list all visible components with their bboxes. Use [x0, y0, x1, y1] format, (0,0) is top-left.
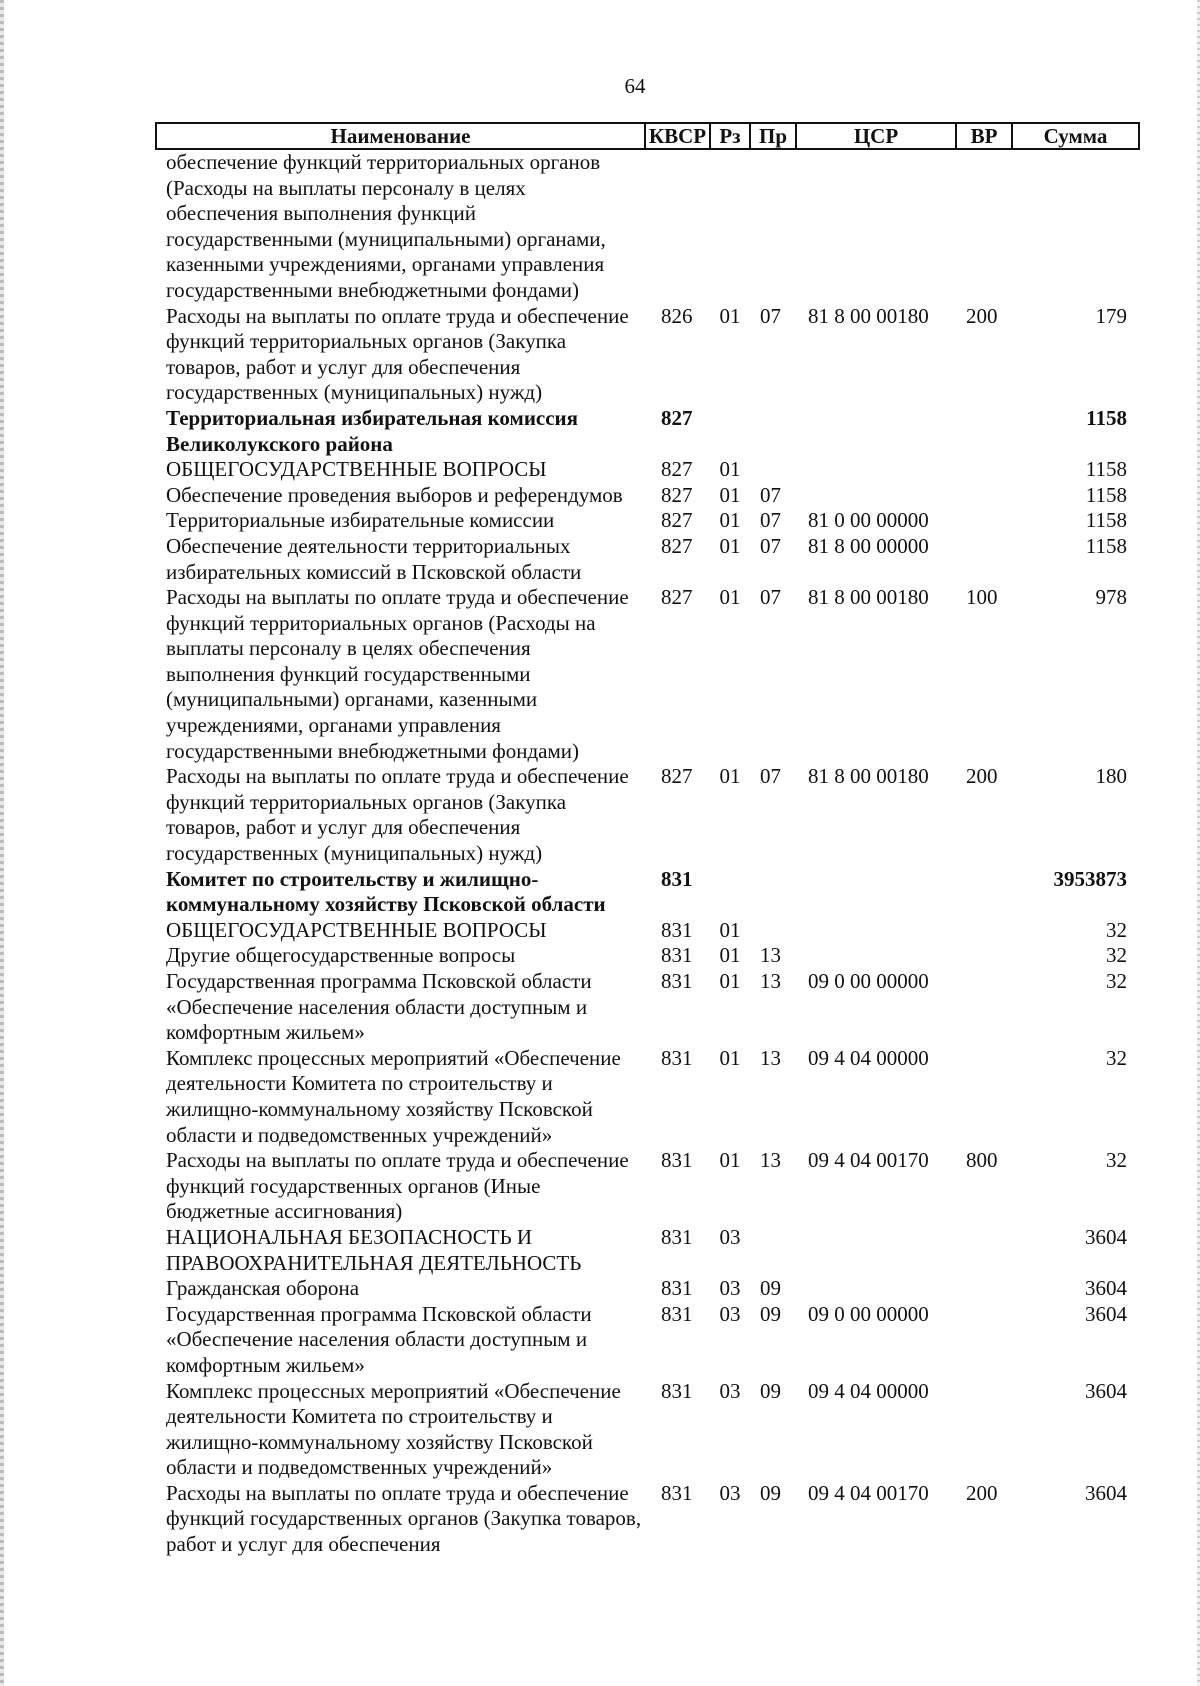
cell-kvsr: 827 — [661, 405, 693, 430]
cell-pr: 07 — [760, 482, 781, 507]
cell-kvsr: 827 — [661, 457, 693, 482]
scan-edge-left — [0, 0, 4, 1686]
cell-kvsr: 827 — [661, 508, 693, 533]
cell-sum: 3604 — [1085, 1480, 1127, 1505]
cell-pr: 07 — [760, 585, 781, 610]
cell-csr: 09 4 04 00000 — [808, 1378, 929, 1403]
cell-kvsr: 827 — [661, 764, 693, 789]
cell-rz: 01 — [719, 585, 741, 610]
table-row — [156, 1481, 1139, 1558]
table-row — [156, 1379, 1139, 1481]
header-pr: Пр — [750, 123, 796, 149]
cell-kvsr: 831 — [661, 866, 693, 891]
cell-vr — [956, 483, 1012, 509]
cell-vr — [956, 508, 1012, 534]
table-row — [156, 149, 1139, 304]
cell-vr: 800 — [966, 1148, 998, 1173]
header-vr: ВР — [956, 123, 1012, 149]
cell-sum: 32 — [1106, 917, 1127, 942]
cell-csr: 09 4 04 00000 — [808, 1045, 929, 1070]
cell-sum: 978 — [1095, 585, 1127, 610]
cell-name: обеспечение функций территориальных органов (Расходы на выплаты персоналу в целях обеспечения выполнения функций государственными (муниципальными) органами, казенными учреждениями, органами управления государственными внебюджетными фондами) — [166, 150, 606, 302]
cell-kvsr: 831 — [661, 1276, 693, 1301]
cell-rz: 03 — [719, 1224, 741, 1249]
cell-name: Расходы на выплаты по оплате труда и обеспечение функций территориальных органов (Закупка товаров, работ и услуг для обеспечения государственных (муниципальных) нужд) — [166, 764, 629, 866]
budget-table — [155, 122, 1140, 1558]
table-row — [156, 867, 1139, 918]
cell-sum: 1158 — [1085, 457, 1127, 482]
table-row — [156, 969, 1139, 1046]
cell-sum: 1158 — [1086, 405, 1127, 430]
table-body — [156, 149, 1139, 1558]
cell-sum: 179 — [1095, 303, 1127, 328]
table-row — [156, 1046, 1139, 1148]
table-row — [156, 1276, 1139, 1302]
cell-name: Расходы на выплаты по оплате труда и обеспечение функций государственных органов (Иные бюджетные ассигнования) — [166, 1148, 629, 1224]
cell-vr — [956, 1276, 1012, 1302]
cell-csr: 81 8 00 00180 — [808, 303, 929, 328]
cell-vr: 200 — [966, 303, 998, 328]
cell-kvsr: 827 — [661, 482, 693, 507]
header-sum: Сумма — [1012, 123, 1139, 149]
cell-pr: 07 — [760, 533, 781, 558]
cell-rz: 03 — [719, 1480, 741, 1505]
cell-csr — [796, 867, 956, 918]
cell-name: Другие общегосударственные вопросы — [166, 943, 516, 968]
cell-name: Расходы на выплаты по оплате труда и обеспечение функций территориальных органов (Закупка товаров, работ и услуг для обеспечения государственных (муниципальных) нужд) — [166, 303, 629, 405]
cell-pr: 13 — [760, 969, 781, 993]
cell-kvsr: 826 — [661, 303, 693, 328]
cell-vr — [956, 149, 1012, 304]
cell-csr — [796, 483, 956, 509]
cell-name: Комитет по строительству и жилищно-коммунальному хозяйству Псковской области — [166, 866, 606, 917]
cell-pr: 09 — [760, 1276, 781, 1301]
cell-name: Обеспечение деятельности территориальных избирательных комиссий в Псковской области — [166, 533, 582, 584]
header-name: Наименование — [156, 123, 645, 149]
cell-name: ОБЩЕГОСУДАРСТВЕННЫЕ ВОПРОСЫ — [166, 457, 547, 482]
cell-name: ОБЩЕГОСУДАРСТВЕННЫЕ ВОПРОСЫ — [166, 917, 547, 942]
table-row — [156, 943, 1139, 969]
cell-kvsr: 831 — [661, 917, 693, 942]
cell-rz: 01 — [719, 1045, 741, 1070]
cell-kvsr: 831 — [661, 969, 693, 993]
cell-rz: 01 — [719, 1148, 741, 1173]
cell-pr: 13 — [760, 943, 781, 968]
cell-pr — [750, 918, 796, 944]
cell-pr — [750, 149, 796, 304]
cell-rz: 01 — [719, 508, 741, 533]
cell-pr — [750, 406, 796, 457]
cell-rz: 01 — [719, 969, 741, 993]
cell-kvsr: 831 — [661, 1224, 693, 1249]
cell-name: Территориальные избирательные комиссии — [166, 508, 555, 533]
table-row — [156, 1302, 1139, 1379]
table-row — [156, 585, 1139, 764]
table-row — [156, 483, 1139, 509]
cell-sum: 3604 — [1085, 1276, 1127, 1301]
cell-pr: 07 — [760, 508, 781, 533]
cell-name: Комплекс процессных мероприятий «Обеспечение деятельности Комитета по строительству и жилищно-коммунальному хозяйству Псковской области и подведомственных учреждений» — [166, 1045, 621, 1147]
cell-sum: 3604 — [1085, 1301, 1127, 1326]
cell-pr: 07 — [760, 303, 781, 328]
cell-vr — [956, 406, 1012, 457]
cell-csr — [796, 1225, 956, 1276]
cell-kvsr: 831 — [661, 1378, 693, 1403]
cell-pr — [750, 457, 796, 483]
cell-kvsr: 827 — [661, 533, 693, 558]
cell-kvsr: 831 — [661, 1301, 693, 1326]
cell-rz: 01 — [719, 917, 741, 942]
header-kvsr: КВСР — [645, 123, 710, 149]
cell-sum: 3604 — [1085, 1378, 1127, 1403]
table-row — [156, 406, 1139, 457]
cell-kvsr: 831 — [661, 1148, 693, 1173]
cell-vr: 200 — [966, 764, 998, 789]
cell-kvsr: 831 — [661, 1045, 693, 1070]
cell-rz: 03 — [719, 1276, 741, 1301]
cell-vr: 200 — [966, 1480, 998, 1505]
table-row — [156, 534, 1139, 585]
cell-vr — [956, 1046, 1012, 1148]
cell-csr: 81 8 00 00180 — [808, 585, 929, 610]
cell-sum: 32 — [1106, 969, 1127, 993]
cell-vr — [956, 457, 1012, 483]
cell-sum: 32 — [1106, 943, 1127, 968]
cell-pr: 09 — [760, 1378, 781, 1403]
table-header-row — [156, 123, 1139, 149]
cell-sum: 3604 — [1085, 1224, 1127, 1249]
cell-pr — [750, 867, 796, 918]
cell-vr — [956, 1379, 1012, 1481]
cell-vr — [956, 943, 1012, 969]
cell-sum: 3953873 — [1053, 866, 1127, 891]
cell-csr: 09 0 00 00000 — [808, 1301, 929, 1326]
table-row — [156, 764, 1139, 866]
cell-csr — [796, 457, 956, 483]
cell-csr: 09 4 04 00170 — [808, 1148, 929, 1173]
cell-sum: 32 — [1106, 1045, 1127, 1070]
table-row — [156, 918, 1139, 944]
cell-name: Комплекс процессных мероприятий «Обеспечение деятельности Комитета по строительству и жилищно-коммунальному хозяйству Псковской области и подведомственных учреждений» — [166, 1378, 621, 1480]
cell-rz: 01 — [719, 533, 741, 558]
cell-kvsr: 827 — [661, 585, 693, 610]
cell-rz — [710, 149, 750, 304]
cell-sum: 1158 — [1085, 482, 1127, 507]
cell-sum: 1158 — [1085, 508, 1127, 533]
cell-rz: 03 — [719, 1378, 741, 1403]
cell-name: Расходы на выплаты по оплате труда и обеспечение функций государственных органов (Закупка товаров, работ и услуг для обеспечения — [166, 1480, 642, 1557]
cell-name: Государственная программа Псковской области «Обеспечение населения области доступным и комфортным жильем» — [166, 1301, 592, 1377]
cell-name: Расходы на выплаты по оплате труда и обеспечение функций территориальных органов (Расходы на выплаты персоналу в целях обеспечения выполнения функций государственными (муниципальными) органами, казенными учреждениями, органами управления государственными внебюджетными фондами) — [166, 585, 629, 763]
cell-rz: 01 — [719, 303, 741, 328]
cell-kvsr: 831 — [661, 943, 693, 968]
cell-name: Территориальная избирательная комиссия Великолукского района — [166, 405, 579, 456]
cell-csr: 81 0 00 00000 — [808, 508, 929, 533]
cell-rz — [710, 406, 750, 457]
cell-rz: 03 — [719, 1301, 741, 1326]
cell-pr — [750, 1225, 796, 1276]
cell-vr — [956, 867, 1012, 918]
cell-sum: 180 — [1095, 764, 1127, 789]
table-row — [156, 508, 1139, 534]
cell-csr: 81 8 00 00180 — [808, 764, 929, 789]
cell-pr: 13 — [760, 1045, 781, 1070]
table-row — [156, 1225, 1139, 1276]
cell-sum: 1158 — [1085, 533, 1127, 558]
cell-vr — [956, 534, 1012, 585]
cell-pr: 09 — [760, 1480, 781, 1505]
cell-rz: 01 — [719, 764, 741, 789]
cell-kvsr: 831 — [661, 1480, 693, 1505]
cell-csr — [796, 943, 956, 969]
cell-pr: 07 — [760, 764, 781, 789]
header-csr: ЦСР — [796, 123, 956, 149]
cell-rz: 01 — [719, 943, 741, 968]
cell-name: Обеспечение проведения выборов и референдумов — [166, 482, 623, 507]
cell-rz — [710, 867, 750, 918]
cell-kvsr — [645, 149, 710, 304]
cell-vr — [956, 1302, 1012, 1379]
cell-pr: 09 — [760, 1301, 781, 1326]
cell-name: НАЦИОНАЛЬНАЯ БЕЗОПАСНОСТЬ И ПРАВООХРАНИТЕЛЬНАЯ ДЕЯТЕЛЬНОСТЬ — [166, 1224, 582, 1275]
page-number: 64 — [624, 74, 646, 98]
cell-vr — [956, 918, 1012, 944]
cell-vr — [956, 969, 1012, 1046]
header-rz: Рз — [710, 123, 750, 149]
cell-csr — [796, 406, 956, 457]
cell-csr — [796, 149, 956, 304]
table-row — [156, 457, 1139, 483]
cell-csr — [796, 918, 956, 944]
cell-csr: 09 4 04 00170 — [808, 1480, 929, 1505]
cell-rz: 01 — [719, 482, 741, 507]
cell-csr: 09 0 00 00000 — [808, 969, 929, 993]
cell-sum: 32 — [1106, 1148, 1127, 1173]
table-row — [156, 1148, 1139, 1225]
cell-vr — [956, 1225, 1012, 1276]
cell-csr: 81 8 00 00000 — [808, 533, 929, 558]
cell-name: Государственная программа Псковской области «Обеспечение населения области доступным и комфортным жильем» — [166, 969, 592, 1045]
table-row — [156, 304, 1139, 406]
cell-pr: 13 — [760, 1148, 781, 1173]
cell-name: Гражданская оборона — [166, 1276, 360, 1301]
cell-rz: 01 — [719, 457, 741, 482]
cell-sum — [1012, 149, 1139, 304]
cell-csr — [796, 1276, 956, 1302]
cell-vr: 100 — [966, 585, 998, 610]
